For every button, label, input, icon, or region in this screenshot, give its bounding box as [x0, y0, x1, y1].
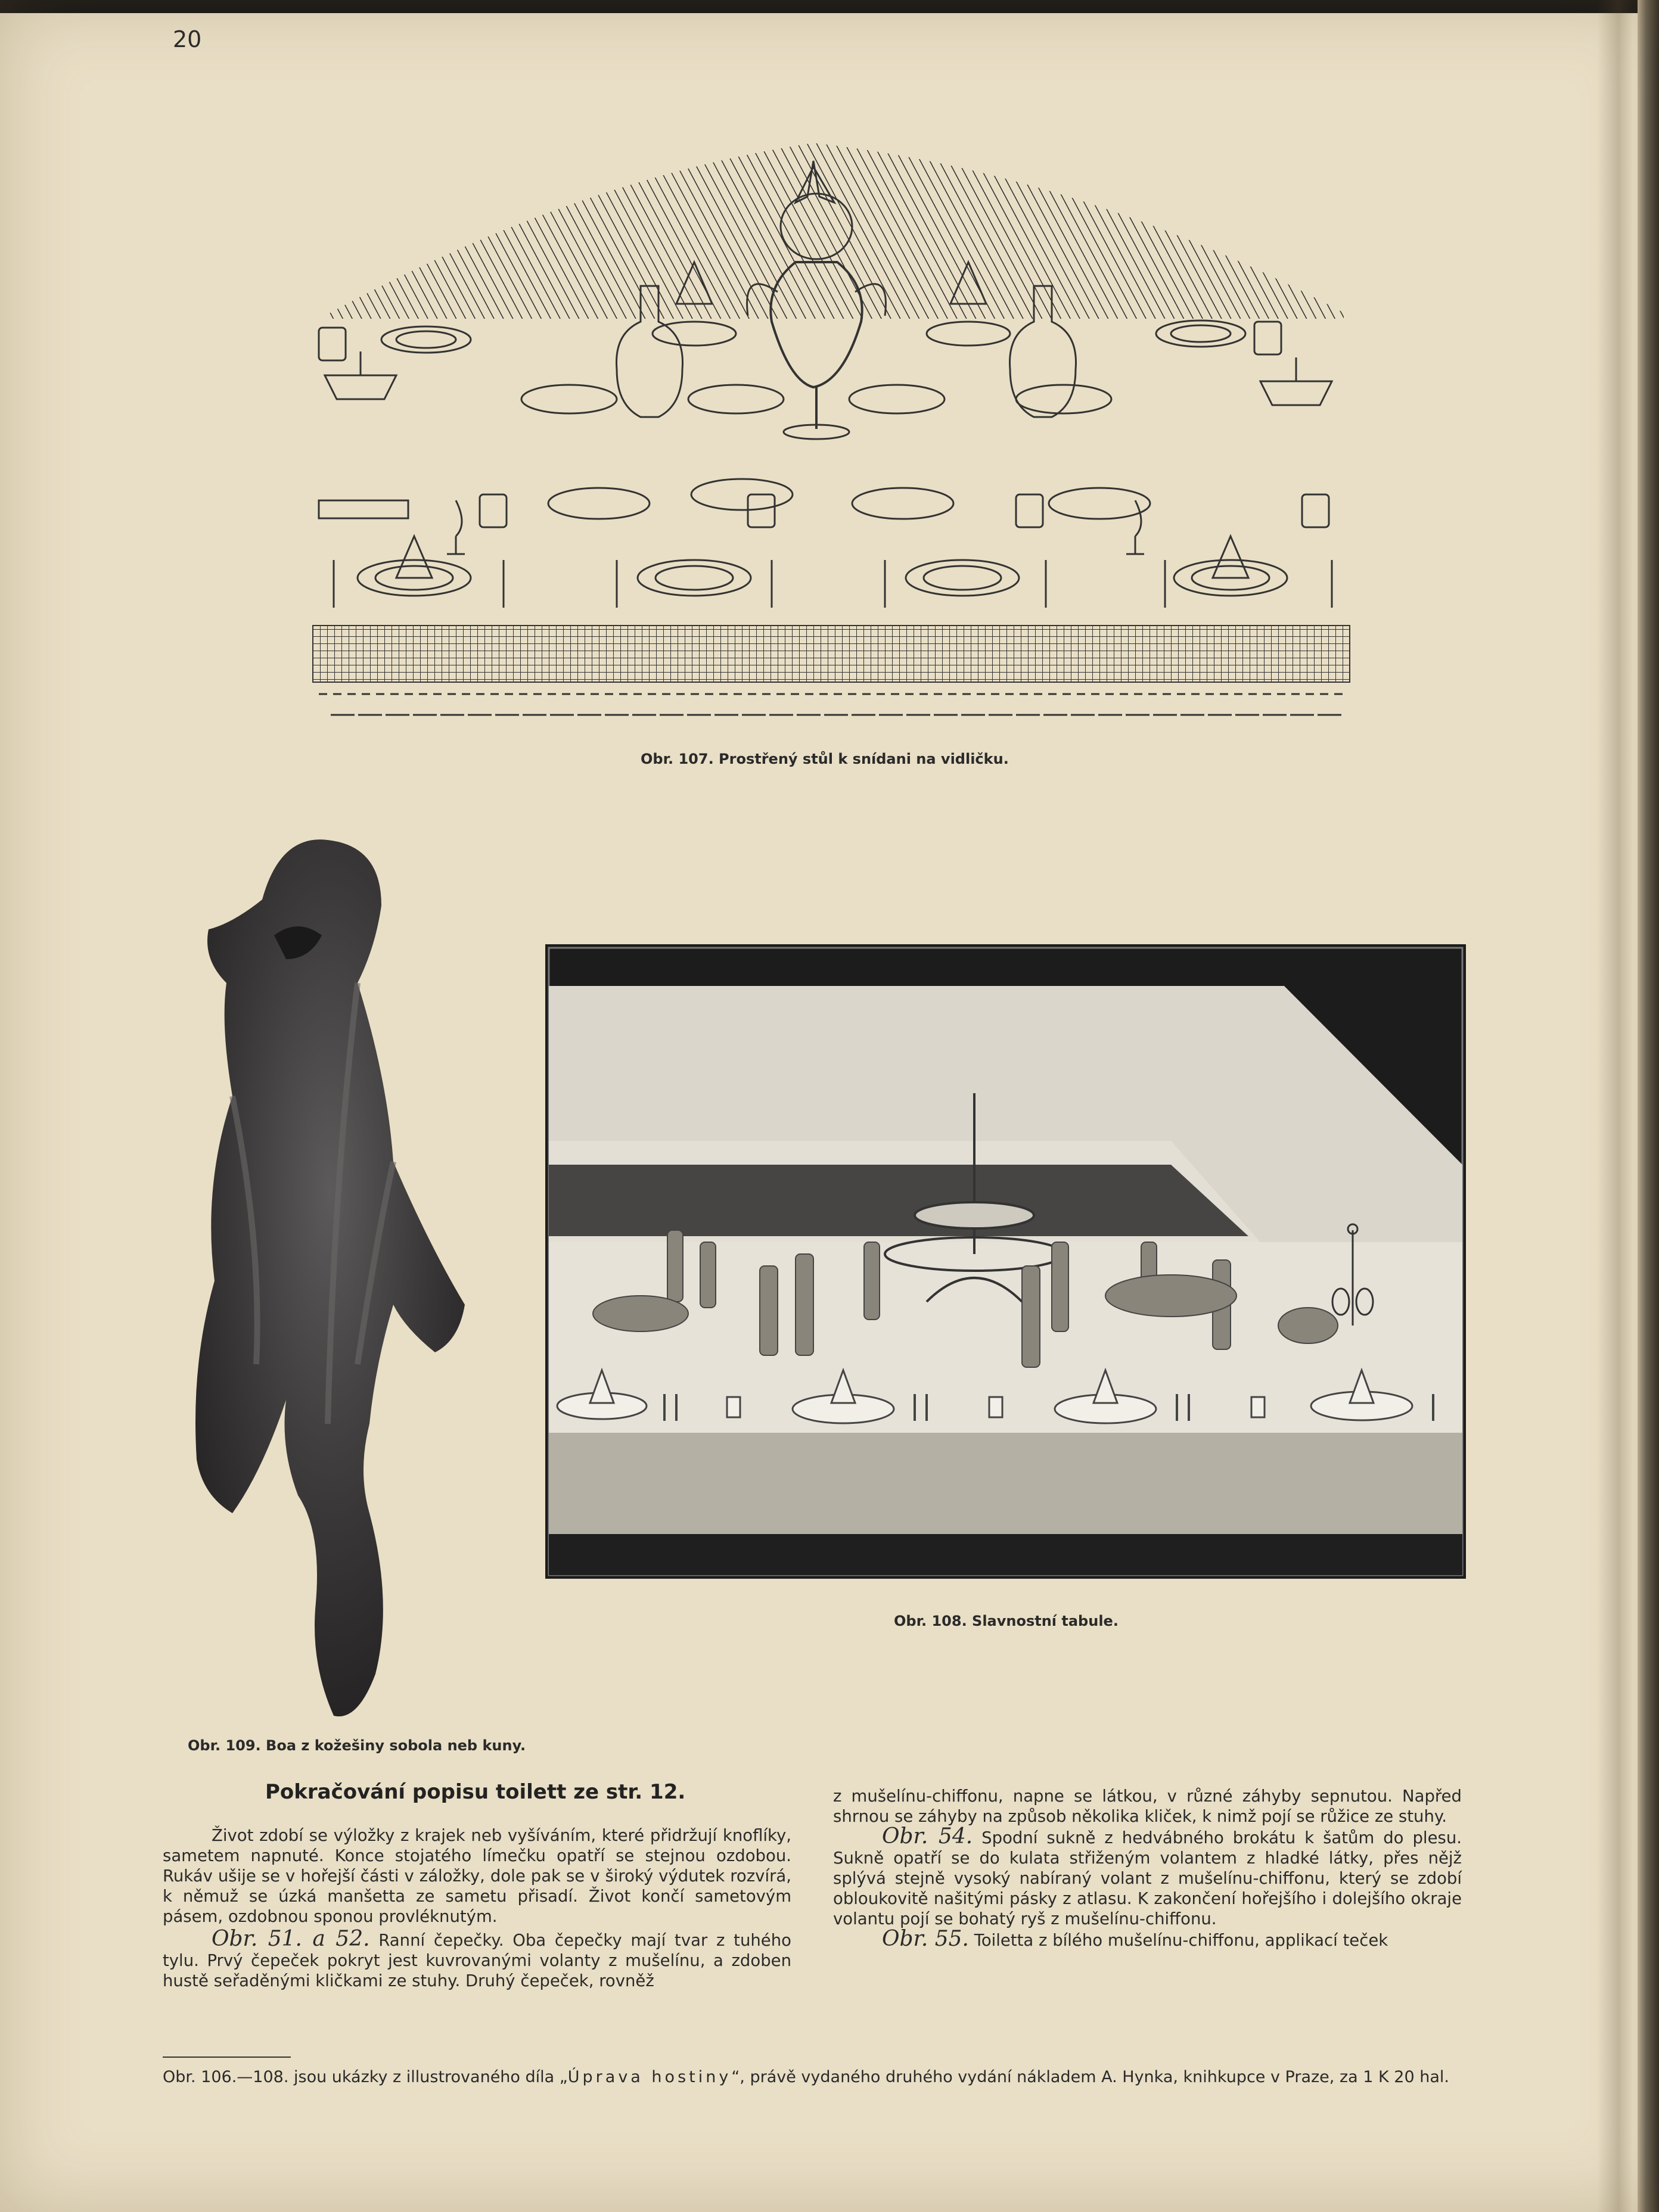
paragraph [833, 1824, 1462, 1929]
page-fold-shadow [1597, 0, 1633, 2212]
scan-right-border [1638, 0, 1659, 2212]
footnote-text: “, právě vydaného druhého vydání nákladem A. Hynka, knihkupce v Praze, za 1 K 20 hal. [731, 2068, 1449, 2086]
page-number: 20 [173, 26, 202, 52]
scan-top-border [0, 0, 1659, 13]
figure-107-caption: Obr. 107. Prostřený stůl k snídani na vidličku. [641, 751, 1009, 767]
paragraph-text: Spodní sukně z hedvábného brokátu k šatům do plesu. Sukně opatří se do kulata střiženým volantem z hladké látky, přes nějž splývá stejně vysoký nabíraný volant z mušelínu-chiffonu, který se zdobí obloukovitě našitými pásky z atlasu. K zakončení hořejšího i dolejšího okraje volantu pojí se bohatý ryš z mušelínu-chiffonu. [833, 1828, 1462, 1928]
figure-107-breakfast-table-engraving [277, 107, 1380, 736]
article-heading: Pokračování popisu toilett ze str. 12. [265, 1780, 686, 1804]
paragraph [833, 1929, 1462, 1950]
figure-109-fur-boa-photo [179, 828, 477, 1728]
paragraph-text: Toiletta z bílého mušelínu-chiffonu, applikací teček [974, 1931, 1388, 1950]
figure-reference: Obr. 51. a 52. [212, 1927, 370, 1951]
text-column-right [833, 1786, 1462, 1950]
figure-108-caption: Obr. 108. Slavnostní tabule. [894, 1613, 1119, 1629]
footnote-separator [163, 2057, 291, 2058]
footnote-text: Obr. 106.—108. jsou ukázky z illustrovaného díla „ [163, 2068, 568, 2086]
figure-reference: Obr. 55. [882, 1927, 969, 1951]
figure-109-caption: Obr. 109. Boa z kožešiny sobola neb kuny. [188, 1737, 526, 1754]
figure-reference: Obr. 54. [882, 1824, 973, 1849]
paragraph: z mušelínu-chiffonu, napne se látkou, v různé záhyby sepnutou. Napřed shrnou se záhyby na způsob několika kliček, k nimž pojí se růžice ze stuhy. [833, 1787, 1462, 1826]
paragraph-text: Ranní čepečky. Oba čepečky mají tvar z tuhého tylu. Prvý čepeček pokryt jest kuvrovanými volanty z mušelínu, a zdoben hustě seřaděnými kličkami ze stuhy. Druhý čepeček, rovněž [163, 1931, 791, 1990]
figure-108-festive-table-photo [545, 944, 1466, 1579]
text-column-left [163, 1825, 791, 1991]
footnote [163, 2067, 1477, 2087]
paragraph: Život zdobí se výložky z krajek neb vyšíváním, které přidržují knoflíky, sametem napnuté. Konce stojatého límečku opatří se stejnou ozdobou. Rukáv ušije se v hořejší části v záložky, dole pak se v široký výdutek rozvírá, k němuž se úzká manšetta ze sametu přisadí. Život končí sametovým pásem, ozdobnou sponou provléknutým. [163, 1826, 791, 1926]
footnote-book-title: Úprava hostiny [567, 2068, 732, 2086]
paragraph [163, 1929, 791, 1991]
